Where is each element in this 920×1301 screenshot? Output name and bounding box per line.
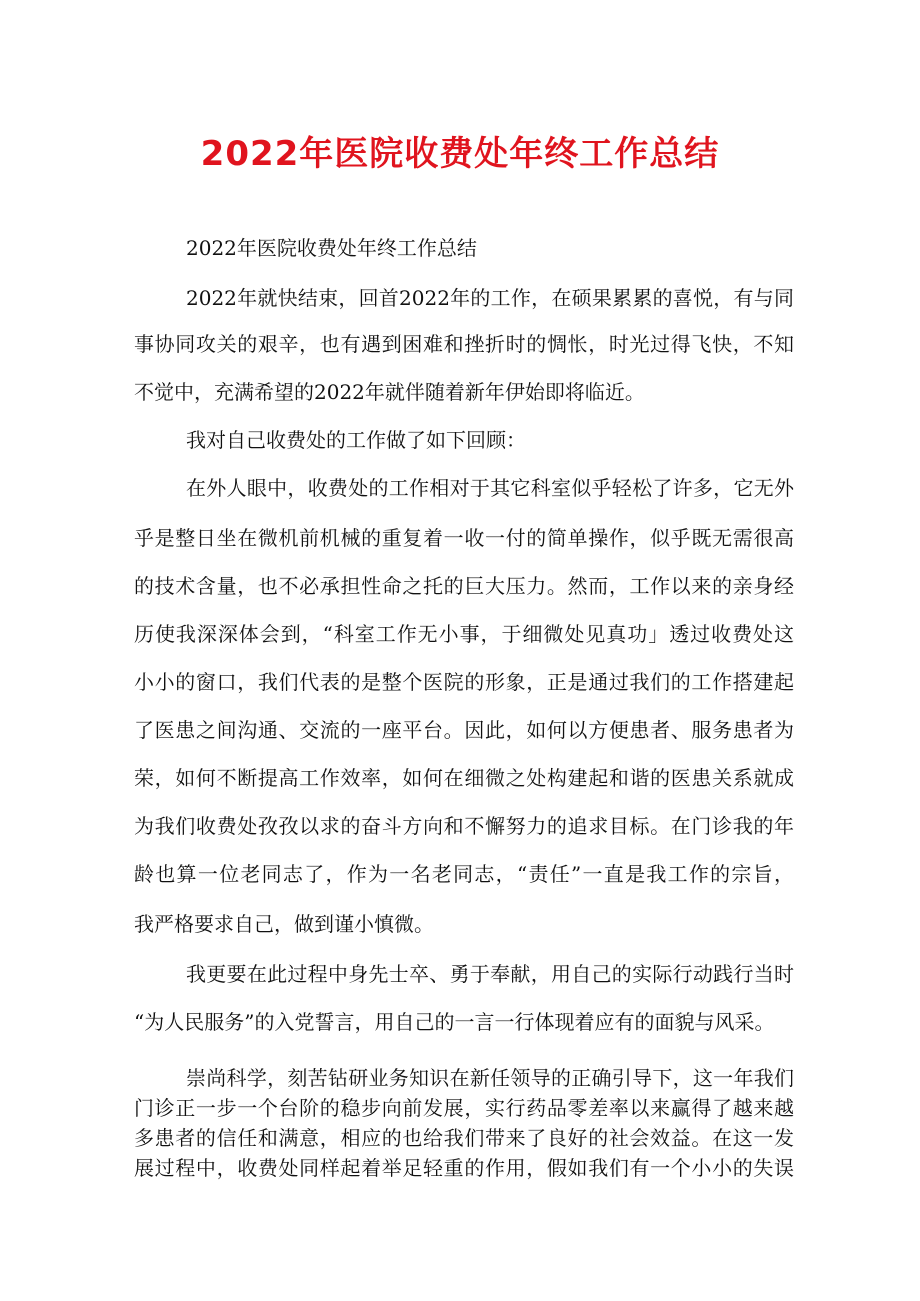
paragraph-line: 龄也算一位老同志了，作为一名老同志，“责任”一直是我工作的宗旨， <box>134 862 794 886</box>
paragraph-line: 门诊正一步一个台阶的稳步向前发展，实行药品零差率以来赢得了越来越 <box>134 1096 794 1120</box>
subtitle-line: 2022年医院收费处年终工作总结 <box>186 236 477 260</box>
paragraph-line: 多患者的信任和满意，相应的也给我们带来了良好的社会效益。在这一发 <box>134 1126 794 1150</box>
paragraph-line: 不觉中，充满希望的2022年就伴随着新年伊始即将临近。 <box>134 380 645 404</box>
paragraph-line: 历使我深深体会到，“科室工作无小事，于细微处见真功」透过收费处这 <box>134 622 794 646</box>
paragraph-line: 2022年就快结束，回首2022年的工作，在硕果累累的喜悦，有与同 <box>186 286 794 310</box>
paragraph-line: 为我们收费处孜孜以求的奋斗方向和不懈努力的追求目标。在门诊我的年 <box>134 814 794 838</box>
paragraph-line: 我对自己收费处的工作做了如下回顾： <box>186 428 526 452</box>
paragraph-line: 荣，如何不断提高工作效率，如何在细微之处构建起和谐的医患关系就成 <box>134 766 794 790</box>
paragraph-line: 小小的窗口，我们代表的是整个医院的形象，正是通过我们的工作搭建起 <box>134 670 794 694</box>
paragraph-line: 了医患之间沟通、交流的一座平台。因此，如何以方便患者、服务患者为 <box>134 718 794 742</box>
paragraph-line: 事协同攻关的艰辛，也有遇到困难和挫折时的惆怅，时光过得飞快，不知 <box>134 332 794 356</box>
paragraph-line: 我严格要求自己，做到谨小慎微。 <box>134 912 434 936</box>
paragraph-line: “为人民服务”的入党誓言，用自己的一言一行体现着应有的面貌与风采。 <box>134 1010 775 1034</box>
document-title: 2022年医院收费处年终工作总结 <box>200 134 720 174</box>
paragraph-line: 展过程中，收费处同样起着举足轻重的作用，假如我们有一个小小的失误 <box>134 1156 794 1180</box>
paragraph-line: 乎是整日坐在微机前机械的重复着一收一付的简单操作，似乎既无需很高 <box>134 526 794 550</box>
paragraph-line: 的技术含量，也不必承担性命之托的巨大压力。然而，工作以来的亲身经 <box>134 574 794 598</box>
paragraph-line: 崇尚科学，刻苦钻研业务知识在新任领导的正确引导下，这一年我们 <box>186 1066 794 1090</box>
paragraph-line: 在外人眼中，收费处的工作相对于其它科室似乎轻松了许多，它无外 <box>186 476 794 500</box>
paragraph-line: 我更要在此过程中身先士卒、勇于奉献，用自己的实际行动践行当时 <box>186 962 794 986</box>
